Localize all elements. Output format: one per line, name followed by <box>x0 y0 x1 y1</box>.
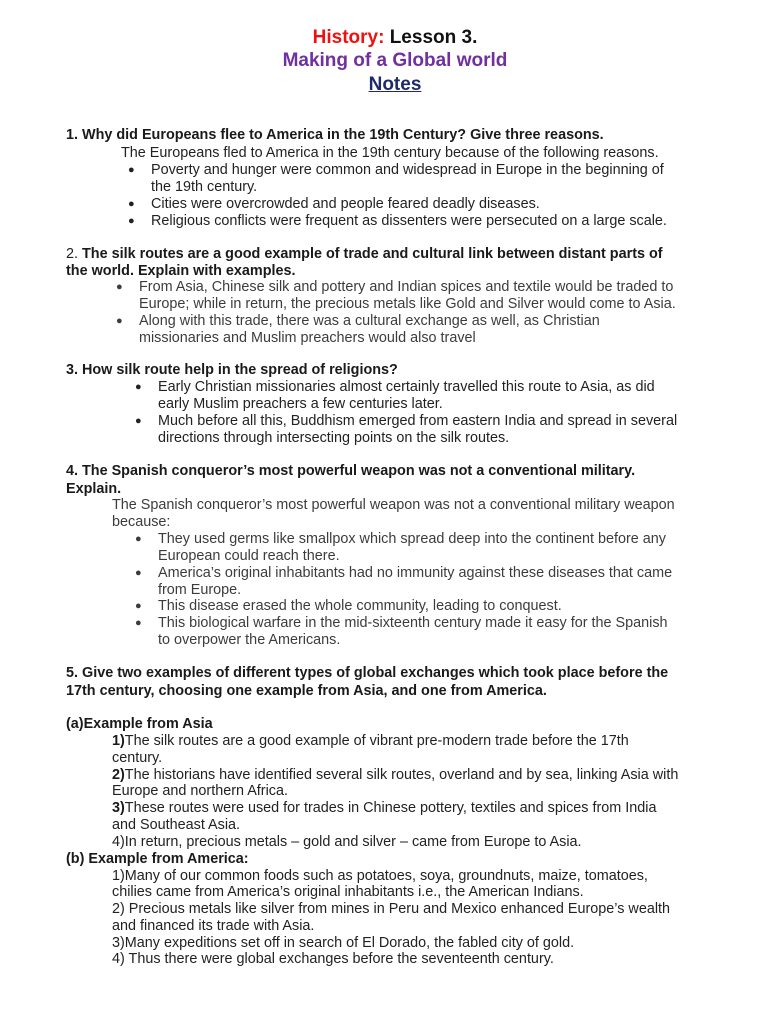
asia-point-3-cont: and Southeast Asia. <box>112 817 241 833</box>
question-4: 4. The Spanish conqueror’s most powerful weapon was not a conventional military. <box>66 463 636 479</box>
asia-point-4: 4)In return, precious metals – gold and silver – came from Europe to Asia. <box>112 834 582 850</box>
question-4-cont: Explain. <box>66 481 122 497</box>
chapter-title: Making of a Global world <box>282 50 508 71</box>
bullet-icon: ● <box>135 567 142 579</box>
asia-point-3 <box>112 800 656 817</box>
bullet-icon: ● <box>116 281 123 293</box>
q2-bullet-2: Along with this trade, there was a cultural exchange as well, as Christian <box>139 313 600 329</box>
america-point-3: 3)Many expeditions set off in search of El Dorado, the fabled city of gold. <box>112 935 575 951</box>
q1-bullet-3: Religious conflicts were frequent as dissenters were persecuted on a large scale. <box>151 213 667 229</box>
q4-intro: The Spanish conqueror’s most powerful weapon was not a conventional military weapon <box>112 497 675 513</box>
question-3: 3. How silk route help in the spread of religions? <box>66 362 398 378</box>
bullet-icon: ● <box>128 198 135 210</box>
q4-bullet-4-cont: to overpower the Americans. <box>158 632 341 648</box>
america-point-2-cont: and financed its trade with Asia. <box>112 918 315 934</box>
q1-bullet-2: Cities were overcrowded and people feared deadly diseases. <box>151 196 540 212</box>
q4-bullet-4: This biological warfare in the mid-sixteenth century made it easy for the Spanish <box>158 615 668 631</box>
q2-bullet-1: From Asia, Chinese silk and pottery and Indian spices and textile would be traded to <box>139 279 674 295</box>
bullet-icon: ● <box>135 600 142 612</box>
asia-point-1-text: The silk routes are a good example of vibrant pre-modern trade before the 17th <box>124 733 629 749</box>
question-5: 5. Give two examples of different types of global exchanges which took place before the <box>66 665 669 681</box>
asia-point-2-num: 2) <box>112 767 125 783</box>
bullet-icon: ● <box>135 617 142 629</box>
q1-intro: The Europeans fled to America in the 19th century because of the following reasons. <box>121 145 659 161</box>
q3-bullet-1: Early Christian missionaries almost certainly travelled this route to Asia, as did <box>158 379 655 395</box>
q2-bullet-1-cont: Europe; while in return, the precious metals like Gold and Silver would come to Asia. <box>139 296 676 312</box>
asia-point-3-text: These routes were used for trades in Chinese pottery, textiles and spices from India <box>124 800 657 816</box>
bullet-icon: ● <box>128 215 135 227</box>
asia-point-2 <box>112 767 678 784</box>
asia-point-1-num: 1) <box>112 733 125 749</box>
q4-bullet-1: They used germs like smallpox which spread deep into the continent before any <box>158 531 666 547</box>
q3-bullet-2: Much before all this, Buddhism emerged from eastern India and spread in several <box>158 413 678 429</box>
q2-question: The silk routes are a good example of trade and cultural link between distant parts of <box>82 246 663 262</box>
america-point-2: 2) Precious metals like silver from mines in Peru and Mexico enhanced Europe’s wealth <box>112 901 671 917</box>
q2-number: 2. <box>66 246 79 262</box>
asia-point-2-text: The historians have identified several silk routes, overland and by sea, linking Asia with <box>124 767 679 783</box>
q2-bullet-2-cont: missionaries and Muslim preachers would also travel <box>139 330 476 346</box>
bullet-icon: ● <box>135 415 142 427</box>
asia-point-1 <box>112 733 629 750</box>
q1-bullet-1: Poverty and hunger were common and widespread in Europe in the beginning of <box>151 162 664 178</box>
bullet-icon: ● <box>128 164 135 176</box>
lesson-title <box>0 27 768 49</box>
america-point-4: 4) Thus there were global exchanges before the seventeenth century. <box>112 951 554 967</box>
q4-bullet-3: This disease erased the whole community, leading to conquest. <box>158 598 562 614</box>
lesson-number: Lesson 3. <box>389 27 478 48</box>
bullet-icon: ● <box>116 315 123 327</box>
bullet-icon: ● <box>135 533 142 545</box>
asia-point-1-cont: century. <box>112 750 163 766</box>
q4-bullet-2-cont: from Europe. <box>158 582 242 598</box>
q1-bullet-1-cont: the 19th century. <box>151 179 258 195</box>
q4-bullet-2: America’s original inhabitants had no immunity against these diseases that came <box>158 565 673 581</box>
q3-bullet-2-cont: directions through intersecting points on the silk routes. <box>158 430 510 446</box>
question-2-cont: the world. Explain with examples. <box>66 263 296 279</box>
subject-label: History: <box>312 27 385 48</box>
america-heading: (b) Example from America: <box>66 851 249 867</box>
question-2 <box>66 246 663 263</box>
question-1: 1. Why did Europeans flee to America in the 19th Century? Give three reasons. <box>66 127 604 143</box>
asia-point-3-num: 3) <box>112 800 125 816</box>
question-5-cont: 17th century, choosing one example from Asia, and one from America. <box>66 683 547 699</box>
asia-heading: (a)Example from Asia <box>66 716 213 732</box>
q3-bullet-1-cont: early Muslim preachers a few centuries later. <box>158 396 443 412</box>
notes-heading: Notes <box>368 74 422 95</box>
q4-bullet-1-cont: European could reach there. <box>158 548 340 564</box>
asia-point-2-cont: Europe and northern Africa. <box>112 783 288 799</box>
q4-intro-cont: because: <box>112 514 171 530</box>
america-point-1-cont: chilies came from America’s original inhabitants i.e., the American Indians. <box>112 884 584 900</box>
america-point-1: 1)Many of our common foods such as potatoes, soya, groundnuts, maize, tomatoes, <box>112 868 648 884</box>
bullet-icon: ● <box>135 381 142 393</box>
